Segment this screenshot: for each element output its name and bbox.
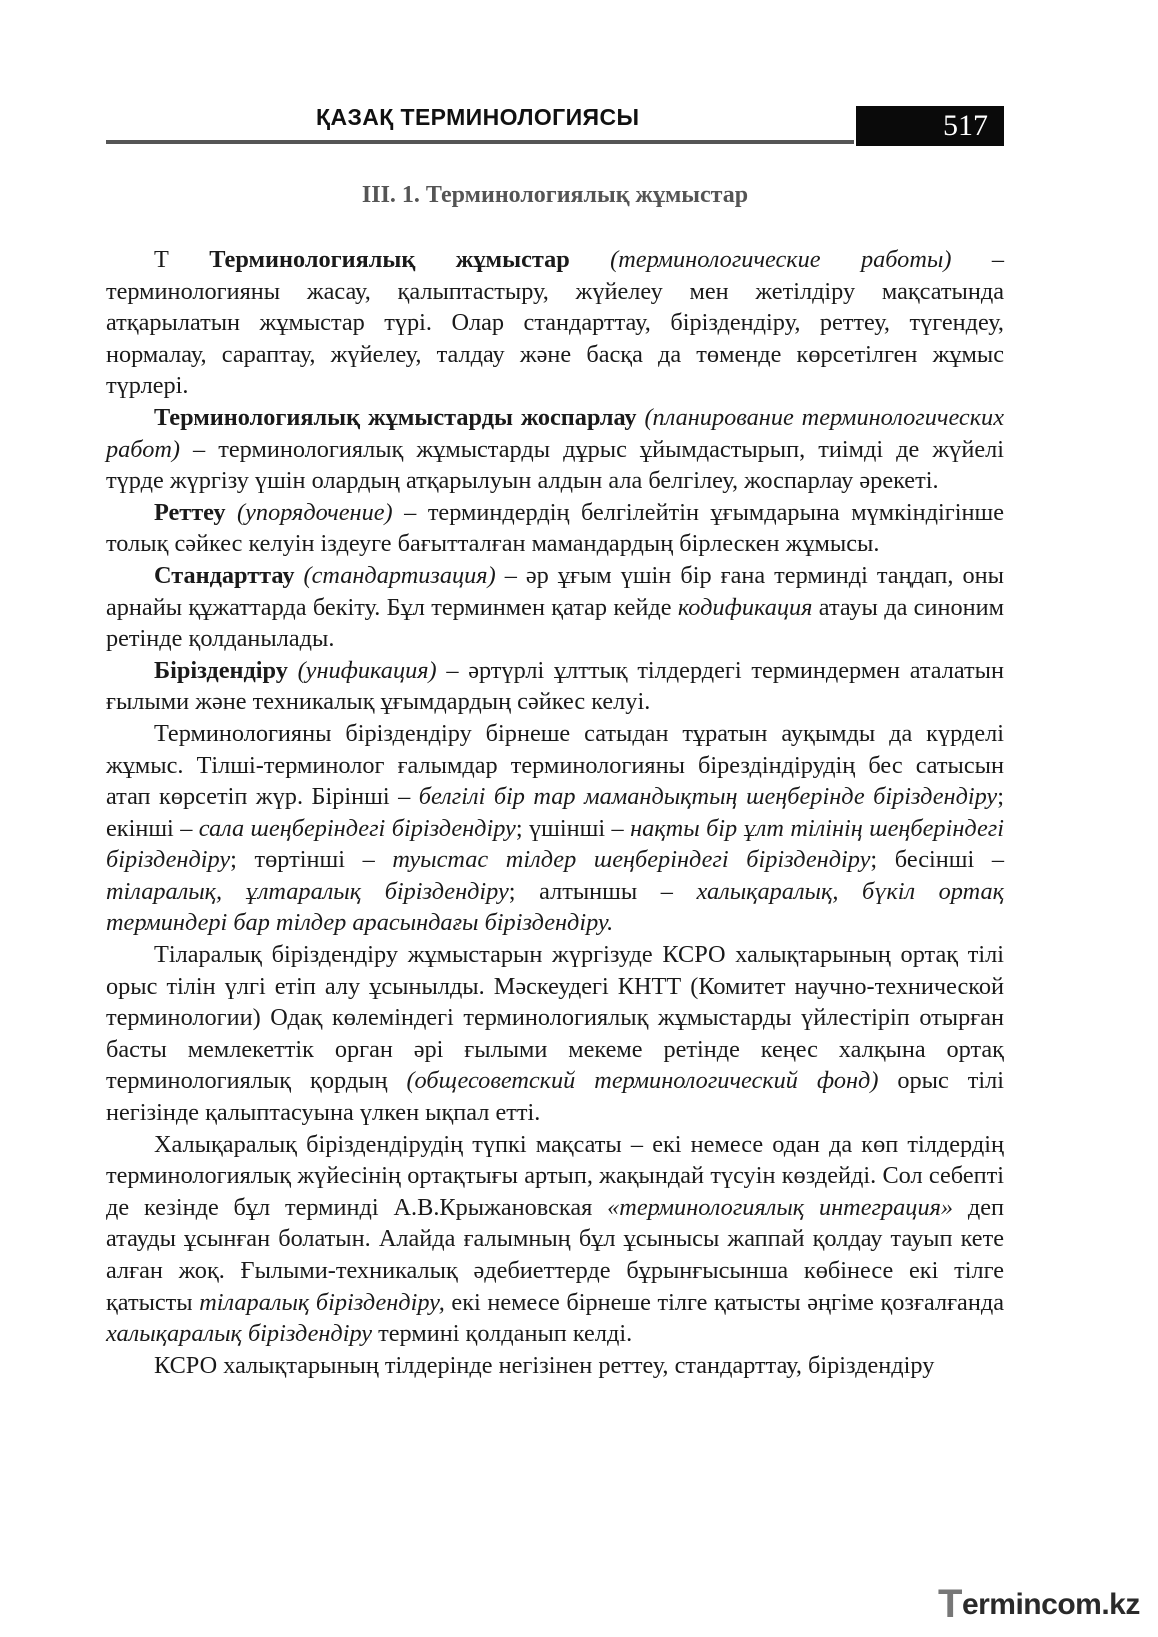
page-number xyxy=(856,106,1004,146)
paragraph-international: Халықаралық біріздендірудің түпкі мақсаты – екі немесе одан да көп тілдердің терминологиялық жүйесінің ортақтығы артып, жақындай түсуін көздейді. Сол себепті де кезінде бұл терминді А.В.Крыжановская «терминологиялық интеграция» деп атауды ұсынған болатын. Алайда ғалымның бұл ұсынысы жаппай қолдау тауып кете алған жоқ. Ғылыми-техникалық әдебиеттерде бұрынғысынша көбінесе екі тілге қатысты тіларалық біріздендіру, екі немесе бірнеше тілге қатысты әңгіме қозғалғанда халықаралық біріздендіру термині қолданып келді. xyxy=(106,1130,1004,1348)
paragraph-ussr-languages: КСРО халықтарының тілдерінде негізінен реттеу, стандарттау, біріздендіру xyxy=(154,1351,935,1379)
term-bold: Терминологиялық жұмыстар xyxy=(209,246,570,273)
paragraph-planning: Терминологиялық жұмыстарды жоспарлау (планирование терминологических работ) – терминологиялық жұмыстарды дұрыс ұйымдастырып, тиімді де жүйелі түрде жүргізу үшін олардың атқарылуын алдын ала белгілеу, жоспарлау әрекеті. xyxy=(106,403,1004,495)
paragraph-standardization: Стандарттау (стандартизация) – әр ұғым үшін бір ғана терминді таңдап, оны арнайы құжаттарда бекіту. Бұл терминмен қатар кейде кодификация атауы да синоним ретінде қолданылады. xyxy=(106,561,1004,653)
russian-equivalent: (терминологические работы) xyxy=(610,246,952,273)
russian-equivalent: (упорядочение) xyxy=(237,498,393,526)
russian-equivalent: (стандартизация) xyxy=(303,561,496,589)
section-heading: ІІІ. 1. Терминологиялық жұмыстар xyxy=(361,182,749,208)
header-rule xyxy=(106,140,854,144)
term-bold: Реттеу xyxy=(154,498,226,526)
running-header-title: ҚАЗАҚ ТЕРМИНОЛОГИЯСЫ xyxy=(316,104,640,130)
paragraph-terminological-works: Т Терминологиялық жұмыстар (терминологические работы) – терминологияны жасау, қалыптастыру, жүйелеу мен жетілдіру мақсатында атқарылатын жұмыстар түрі. Олар стандарттау, біріздендіру, реттеу, түгендеу, нормалау, сараптау, жүйелеу, талдау және басқа да төменде көрсетілген жұмыс түрлері. xyxy=(106,246,1004,400)
term-bold: Біріздендіру xyxy=(154,656,288,684)
term-bold: Стандарттау xyxy=(154,561,295,589)
paragraph-unification-stages: Терминологияны біріздендіру бірнеше сатыдан тұратын ауқымды да күрделі жұмыс. Тілші-терминолог ғалымдар терминологияны бірездіндірудің бес сатысын атап көрсетіп жүр. Бірінші – белгілі бір тар мамандықтың шеңберінде біріздендіру; екінші – сала шеңберіндегі біріздендіру; үшінші – нақты бір ұлт тілінің шеңберіндегі біріздендіру; төртінші – туыстас тілдер шеңберіндегі біріздендіру; бесінші – тіларалық, ұлтаралық біріздендіру; алтыншы – халықаралық, бүкіл ортақ терминдері бар тілдер арасындағы біріздендіру. xyxy=(106,719,1005,937)
body-text xyxy=(106,244,1004,1381)
paragraph-unification: Біріздендіру (унификация) – әртүрлі ұлттық тілдердегі терминдермен аталатын ғылыми және техникалық ұғымдардың сәйкес келуі. xyxy=(106,656,1004,716)
term-bold: Терминологиялық жұмыстарды жоспарлау xyxy=(154,403,637,431)
russian-equivalent: (унификация) xyxy=(297,656,437,684)
paragraph-interlingual: Тіларалық біріздендіру жұмыстарын жүргізуде КСРО халықтарының ортақ тілі орыс тілін үлгі етіп алу ұсынылды. Мәскеудегі КНТТ (Комитет научно-технической терминологии) Одақ көлеміндегі терминологиялық жұмыстарды үйлестіріп отырған басты мемлекеттік орган әрі ғылыми мекеме ретінде кеңес халқына ортақ терминологиялық қордың (общесоветский терминологический фонд) орыс тілі негізінде қалыптасуына үлкен ықпал етті. xyxy=(106,941,1004,1127)
russian-equivalent: (планирование терминологических работ) xyxy=(106,403,1004,463)
page-number-text: 517 xyxy=(943,109,988,142)
termincom-watermark-logo: Termincom.kz xyxy=(938,1582,1140,1626)
paragraph-ordering: Реттеу (упорядочение) – терминдердің белгілейтін ұғымдарына мүмкіндігінше толық сәйкес келуін іздеуге бағытталған мамандардың бірлескен жұмысы. xyxy=(106,498,1004,558)
